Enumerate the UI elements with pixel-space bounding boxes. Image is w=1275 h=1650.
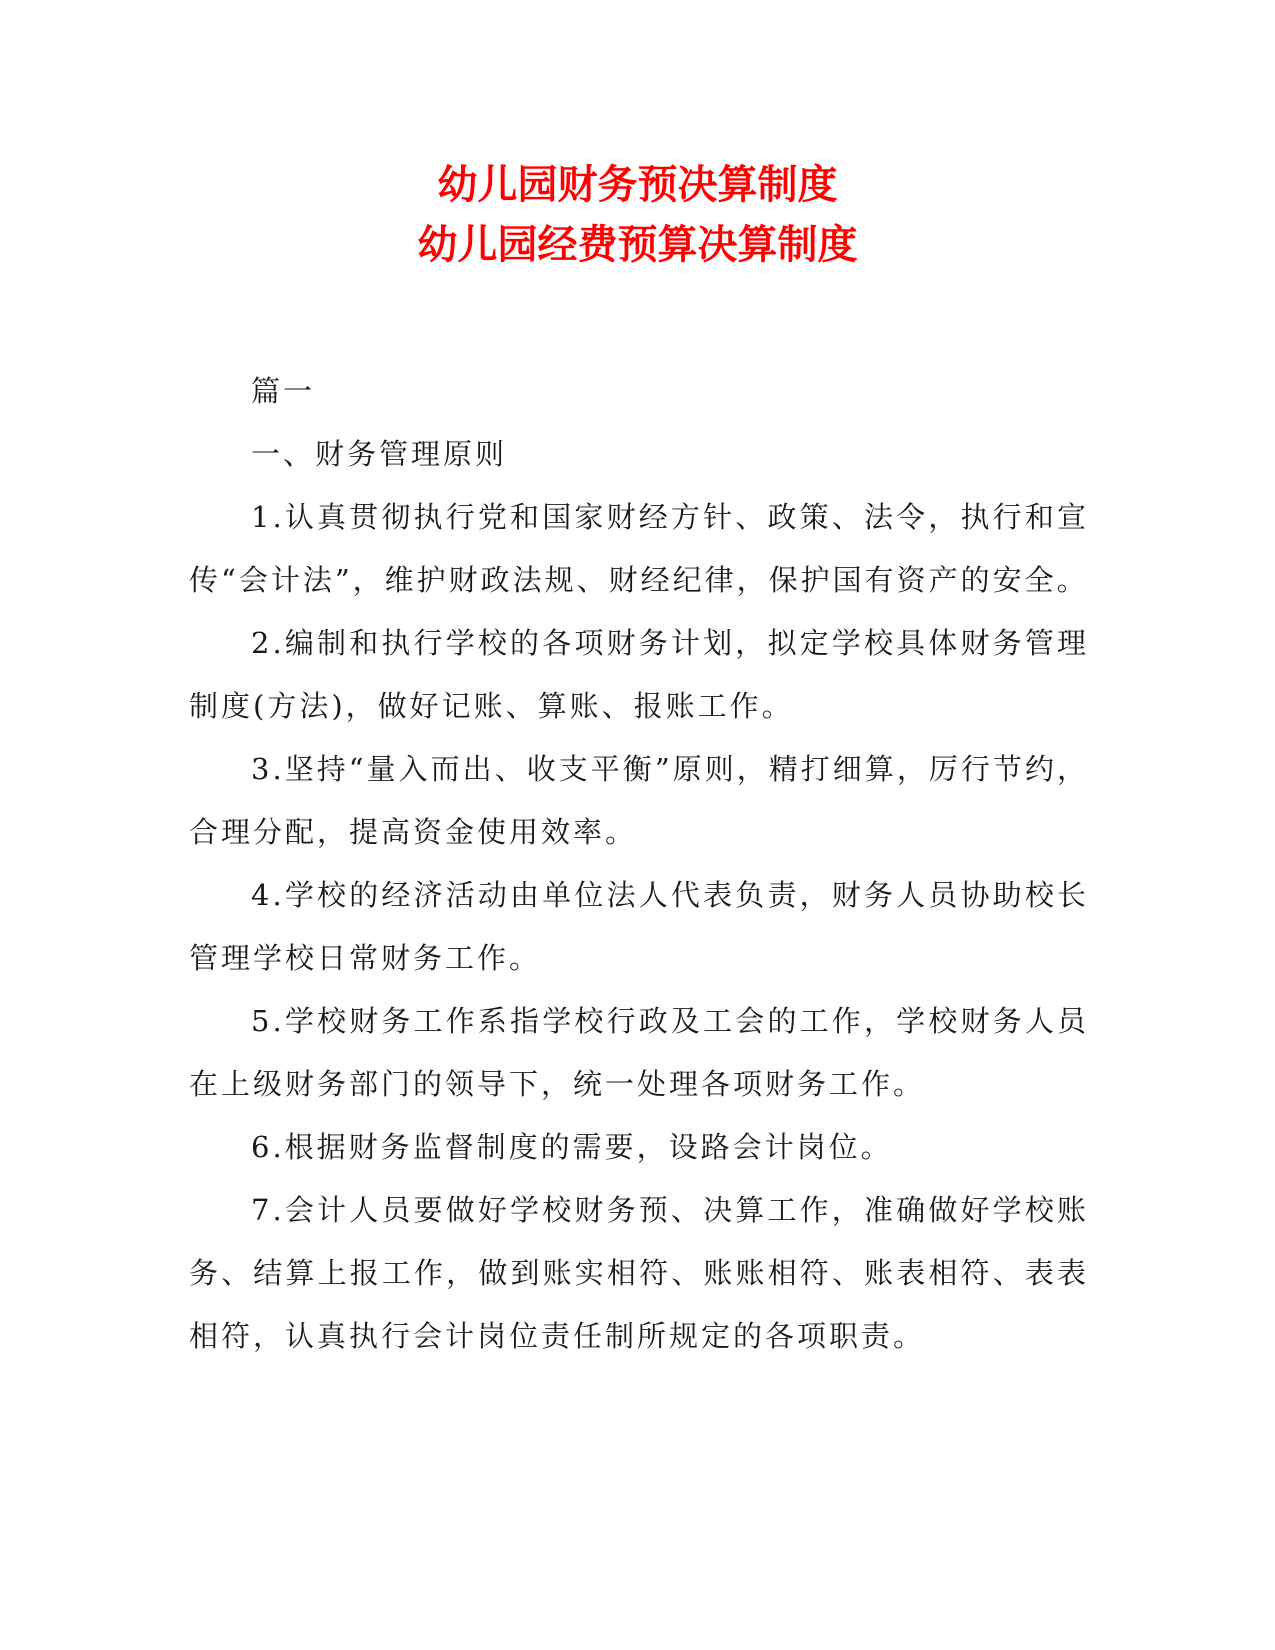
paragraph-7: 7.会计人员要做好学校财务预、决算工作，准确做好学校账务、结算上报工作，做到账实相符、账账相符、账表相符、表表相符，认真执行会计岗位责任制所规定的各项职责。 [189,1193,1089,1353]
subsection-heading: 一、财务管理原则 [251,437,508,471]
paragraph-4: 4.学校的经济活动由单位法人代表负责，财务人员协助校长管理学校日常财务工作。 [189,878,1089,975]
paragraph-3: 3.坚持“量入而出、收支平衡”原则，精打细算，厉行节约，合理分配，提高资金使用效率。 [189,752,1089,849]
document-title: 幼儿园财务预决算制度 [437,162,838,208]
paragraph-2: 2.编制和执行学校的各项财务计划，拟定学校具体财务管理制度(方法)，做好记账、算账、报账工作。 [189,626,1089,723]
title-block [0,155,1275,275]
document-body [189,360,1089,1368]
section-label: 篇一 [251,374,316,408]
paragraph-6: 6.根据财务监督制度的需要，设路会计岗位。 [251,1130,893,1164]
paragraph-1: 1.认真贯彻执行党和国家财经方针、政策、法令，执行和宣传“会计法”，维护财政法规、财经纪律，保护国有资产的安全。 [189,500,1089,597]
document-subtitle: 幼儿园经费预算决算制度 [417,222,858,268]
paragraph-5: 5.学校财务工作系指学校行政及工会的工作，学校财务人员在上级财务部门的领导下，统一处理各项财务工作。 [189,1004,1089,1101]
